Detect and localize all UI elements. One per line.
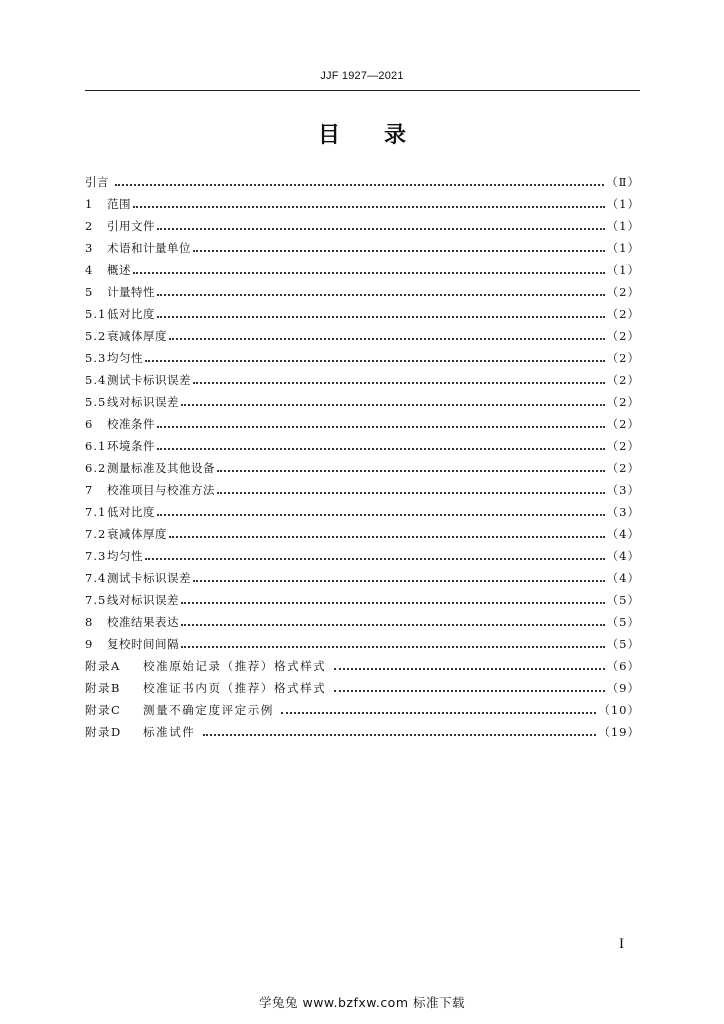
toc-dot-leader [115,184,604,186]
toc-entry-page: （1） [606,197,640,211]
toc-entry-number: 9 [85,637,94,651]
toc-entry-page: （4） [606,571,640,585]
toc-entry-label: 线对标识误差 [107,395,179,409]
toc-entry-page: （1） [606,241,640,255]
toc-entry-label: 测试卡标识误差 [107,373,191,387]
toc-entry-number: 5.1 [85,307,107,321]
header-rule [85,90,640,91]
toc-entry-label: 校准条件 [107,417,155,431]
toc-entry-number: 7.1 [85,505,107,519]
toc-entry-number: 附录A [85,659,121,673]
toc-entry-number: 3 [85,241,94,255]
toc-entry-label: 校准证书内页（推荐）格式样式 [143,681,332,695]
toc-entry-label: 计量特性 [107,285,155,299]
toc-entry-page: （4） [606,549,640,563]
toc-entry[interactable] [85,587,640,609]
toc-entry-label: 均匀性 [107,351,143,365]
toc-entry-page: （9） [606,681,640,695]
toc-entry[interactable] [85,477,640,499]
toc-dot-leader [181,624,605,626]
toc-entry-label: 低对比度 [107,505,155,519]
toc-entry[interactable] [85,521,640,543]
toc-dot-leader [169,338,605,340]
toc-entry-number: 7.5 [85,593,107,607]
toc-entry-page: （6） [606,659,640,673]
toc-entry-number: 6.2 [85,461,107,475]
toc-entry-page: （5） [606,615,640,629]
toc-entry-page: （10） [598,703,640,717]
toc-entry-label: 校准项目与校准方法 [107,483,215,497]
toc-entry-label: 标准试件 [143,725,201,739]
toc-dot-leader [133,272,605,274]
toc-entry-page: （1） [606,219,640,233]
toc-entry-label: 范围 [107,197,131,211]
table-of-contents [85,169,640,741]
toc-entry[interactable] [85,719,640,741]
toc-entry[interactable] [85,565,640,587]
toc-entry-number: 5.3 [85,351,107,365]
toc-entry[interactable] [85,279,640,301]
toc-dot-leader [181,404,605,406]
toc-dot-leader [157,228,605,230]
toc-entry-label: 衰减体厚度 [107,329,167,343]
toc-entry[interactable] [85,213,640,235]
toc-entry[interactable] [85,697,640,719]
toc-dot-leader [217,470,605,472]
watermark-text: 学兔兔 www.bzfxw.com 标准下载 [259,995,465,1010]
toc-entry[interactable] [85,609,640,631]
toc-entry-page: （1） [606,263,640,277]
toc-entry-number: 附录C [85,703,122,717]
toc-entry-label: 复校时间间隔 [107,637,179,651]
toc-entry-number: 5.2 [85,329,107,343]
toc-entry-number: 5.5 [85,395,107,409]
toc-dot-leader [193,382,605,384]
toc-dot-leader [203,734,597,736]
toc-entry-page: （3） [606,505,640,519]
toc-entry[interactable] [85,169,640,191]
toc-entry[interactable] [85,345,640,367]
toc-dot-leader [145,558,605,560]
toc-entry-number: 7 [85,483,94,497]
toc-dot-leader [157,426,605,428]
toc-entry-number: 附录B [85,681,121,695]
toc-entry-page: （2） [606,351,640,365]
toc-entry-number: 7.3 [85,549,107,563]
toc-entry[interactable] [85,543,640,565]
toc-entry[interactable] [85,433,640,455]
toc-entry-page: （2） [606,395,640,409]
toc-entry[interactable] [85,323,640,345]
toc-entry-number: 6 [85,417,94,431]
toc-entry-label: 测量不确定度评定示例 [143,703,280,717]
toc-entry-label: 均匀性 [107,549,143,563]
toc-entry-page: （2） [606,417,640,431]
toc-entry-number: 6.1 [85,439,107,453]
toc-entry-number: 1 [85,197,94,211]
page-number: I [619,936,624,952]
toc-entry-label: 引言 [85,175,114,189]
toc-entry-page: （2） [606,461,640,475]
toc-entry-page: （Ⅱ） [606,175,640,189]
toc-entry-label: 引用文件 [107,219,155,233]
toc-dot-leader [181,602,605,604]
toc-entry[interactable] [85,191,640,213]
toc-entry-number: 5.4 [85,373,107,387]
toc-entry-label: 概述 [107,263,131,277]
toc-entry-number: 2 [85,219,94,233]
toc-dot-leader [181,646,605,648]
toc-dot-leader [169,536,605,538]
toc-dot-leader [145,360,605,362]
toc-dot-leader [157,448,605,450]
toc-dot-leader [334,668,605,670]
toc-entry-number: 8 [85,615,94,629]
toc-entry-label: 术语和计量单位 [107,241,191,255]
toc-entry[interactable] [85,675,640,697]
page-title: 目录 [317,123,450,148]
toc-entry-page: （2） [606,307,640,321]
toc-entry-label: 线对标识误差 [107,593,179,607]
toc-dot-leader [133,206,605,208]
toc-entry[interactable] [85,389,640,411]
toc-entry-page: （2） [606,373,640,387]
toc-entry-label: 测量标准及其他设备 [107,461,215,475]
toc-entry-number: 7.4 [85,571,107,585]
toc-entry[interactable] [85,257,640,279]
toc-entry[interactable] [85,653,640,675]
toc-entry[interactable] [85,301,640,323]
toc-entry-page: （5） [606,593,640,607]
toc-dot-leader [157,294,605,296]
toc-entry[interactable] [85,367,640,389]
toc-entry-label: 环境条件 [107,439,155,453]
toc-entry-page: （3） [606,483,640,497]
toc-entry-label: 低对比度 [107,307,155,321]
toc-entry-number: 附录D [85,725,122,739]
toc-entry[interactable] [85,499,640,521]
toc-dot-leader [193,580,605,582]
toc-entry-page: （2） [606,285,640,299]
toc-entry-number: 5 [85,285,94,299]
toc-entry-page: （4） [606,527,640,541]
toc-dot-leader [281,712,596,714]
toc-entry-number: 7.2 [85,527,107,541]
toc-entry-page: （5） [606,637,640,651]
toc-dot-leader [334,690,605,692]
toc-dot-leader [193,250,605,252]
toc-dot-leader [217,492,605,494]
toc-dot-leader [157,514,605,516]
toc-entry-page: （19） [598,725,640,739]
toc-entry[interactable] [85,411,640,433]
toc-dot-leader [157,316,605,318]
toc-entry[interactable] [85,235,640,257]
toc-entry[interactable] [85,631,640,653]
toc-entry-label: 衰减体厚度 [107,527,167,541]
standard-code-header: JJF 1927—2021 [320,70,404,82]
toc-entry-page: （2） [606,439,640,453]
toc-entry-number: 4 [85,263,94,277]
toc-entry-label: 校准原始记录（推荐）格式样式 [143,659,332,673]
toc-entry[interactable] [85,455,640,477]
toc-entry-page: （2） [606,329,640,343]
toc-entry-label: 测试卡标识误差 [107,571,191,585]
toc-entry-label: 校准结果表达 [107,615,179,629]
